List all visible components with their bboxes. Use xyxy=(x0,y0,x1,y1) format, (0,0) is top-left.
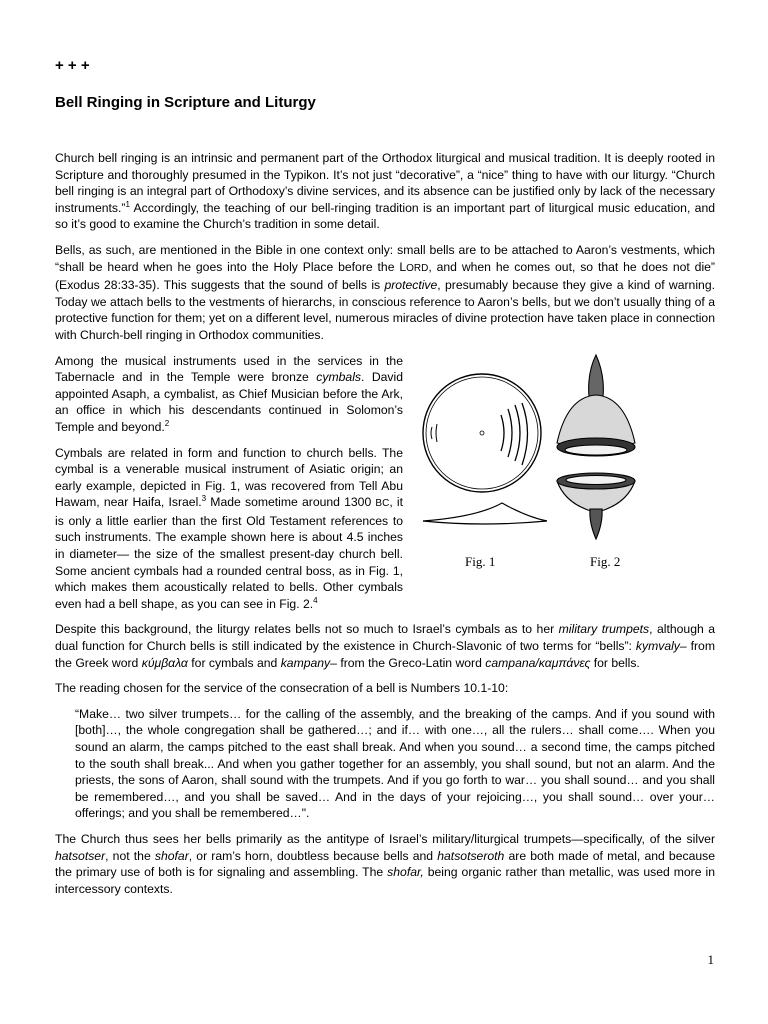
text-run: Accordingly, the teaching of our bell-ringing tradition is an important part of liturgical music education, and so it’s good to examine the Church’s tradition in some detail. xyxy=(55,200,715,232)
text-run: – from the Greco-Latin word xyxy=(330,655,486,670)
emphasis-run: hatsotseroth xyxy=(437,848,505,863)
footnote-ref-1[interactable]: 1 xyxy=(125,199,130,209)
text-run: – from the Greek word xyxy=(55,639,715,670)
article-body xyxy=(55,150,715,906)
bell-shaped-cymbal xyxy=(557,355,635,539)
paragraph-1 xyxy=(55,150,715,233)
cymbal-top-view xyxy=(423,374,541,492)
paragraph-5 xyxy=(55,621,715,671)
small-caps-run: ORD xyxy=(406,262,429,274)
emphasis-run: shofar, xyxy=(387,865,424,880)
figures-drawing xyxy=(417,351,717,583)
paragraph-2 xyxy=(55,242,715,344)
text-run: Cymbals are related in form and function to church bells. The cymbal is a venerable musical instrument of Asiatic origin; an early example, depicted in Fig. 1, was recovered from Tell Abu Hawam, near Haifa, Israel. xyxy=(55,445,403,510)
text-run: Made sometime around 1300 xyxy=(206,495,376,510)
text-run: The Church thus sees her bells primarily as the antitype of Israel’s military/liturgical trumpets—specifically, of the silver xyxy=(55,831,715,846)
figures-panel xyxy=(417,351,717,583)
figure-1-caption: Fig. 1 xyxy=(465,553,496,569)
emphasis-run: cymbals xyxy=(316,370,361,385)
text-run: , although a dual function for Church bells is still indicated by the existence in Church-Slavonic of two terms for “bells”: xyxy=(55,622,716,654)
figure-2-caption: Fig. 2 xyxy=(590,553,621,569)
text-run: Despite this background, the liturgy relates bells not so much to Israel’s cymbals as to her xyxy=(55,622,559,637)
emphasis-run: military trumpets xyxy=(558,622,650,637)
text-run: for bells. xyxy=(590,655,640,670)
text-run: , not the xyxy=(105,848,155,863)
page-number: 1 xyxy=(707,952,714,967)
text-run: . David appointed Asaph, a cymbalist, as Chief Musician before the Ark, an office in which his descendants continued in Solomon’s Temple and beyond. xyxy=(55,370,403,434)
text-run: Bells, as such, are mentioned in the Bible in one context only: small bells are to be attached to Aaron’s vestments, which “shall be heard when he goes into the Holy Place before the L xyxy=(55,242,715,274)
emphasis-run: κύμβαλα xyxy=(141,655,188,670)
text-run: Church bell ringing is an intrinsic and permanent part of the Orthodox liturgical and musical tradition. It is deeply rooted in Scripture and thoroughly presumed in the Typikon. It’s not just “decorative”, a “nice” thing to have with our liturgy. “Church bell ringing is an integral part of Orthodoxy’s divine services, and its absence can be justified only by lack of the necessary instruments.” xyxy=(55,151,715,215)
emphasis-run: hatsotser xyxy=(55,848,106,863)
text-run: , and when he comes out, so that he does not die” (Exodus 28:33-35). This suggests that the sound of bells is xyxy=(55,259,715,293)
emphasis-run: kymvaly xyxy=(635,639,680,654)
footnote-ref-3[interactable]: 3 xyxy=(201,494,207,504)
emphasis-run: campana/καμπάνες xyxy=(485,655,591,670)
text-run: Among the musical instruments used in the services in the Tabernacle and in the Temple were bronze xyxy=(55,353,403,385)
text-run: are both made of metal, and because the primary use of both is for signaling and assembling. The xyxy=(55,848,716,880)
text-run: , or ram’s horn, doubtless because bells and xyxy=(188,848,438,863)
paragraph-7 xyxy=(55,831,715,897)
section-marks: + + + xyxy=(55,57,90,74)
page-title: Bell Ringing in Scripture and Liturgy xyxy=(55,94,316,111)
cymbal-side-view xyxy=(423,503,547,524)
footnote-ref-2[interactable]: 2 xyxy=(164,418,170,428)
text-run: , it is only a little earlier than the first Old Testament references to such instruments. The example shown here is about 4.5 inches in diameter— the size of the smallest present-day church bell. Some ancient cymbals had a rounded central boss, as in Fig. 1, which makes them acoustically related to bells. Other cymbals even had a bell shape, as you can see in Fig. 2. xyxy=(55,495,403,611)
text-run: being organic rather than metallic, was used more in intercessory contexts. xyxy=(55,865,715,896)
text-run: , presumably because they give a kind of warning. Today we attach bells to the vestments of hierarchs, in conscious reference to Aaron’s bells, but we don’t usually thing of a protective function for them; yet on a different level, numerous miracles of divine protection have taken place in connection with Church-bell ringing in Orthodox communities. xyxy=(55,278,715,342)
emphasis-run: shofar xyxy=(154,848,189,863)
small-caps-run: BC xyxy=(375,498,390,510)
paragraph-6: The reading chosen for the service of the consecration of a bell is Numbers 10.1-10: xyxy=(55,681,509,696)
footnote-ref-4[interactable]: 4 xyxy=(313,595,318,605)
emphasis-run: protective xyxy=(384,278,438,293)
scripture-quote: “Make… two silver trumpets… for the calling of the assembly, and the breaking of the camps. And if you sound with [both]…, the whole congregation shall be gathered…; and if… with one…, all the rulers… shall come…. When you sound an alarm, the camps pitched to the east shall break. And when you sound… a second time, the camps pitched to the south shall break... And when you gather together for an assembly, you shall sound, but not an alarm. And the priests, the sons of Aaron, shall sound with the trumpets. And if you go forth to war… you shall sound… and you shall be remembered…, and you shall be saved… And in the days of your rejoicing…, you shall sound… over your… offerings; and you shall be remembered…". xyxy=(75,706,715,821)
text-run: for cymbals and xyxy=(187,655,281,670)
emphasis-run: kampany xyxy=(280,655,331,670)
